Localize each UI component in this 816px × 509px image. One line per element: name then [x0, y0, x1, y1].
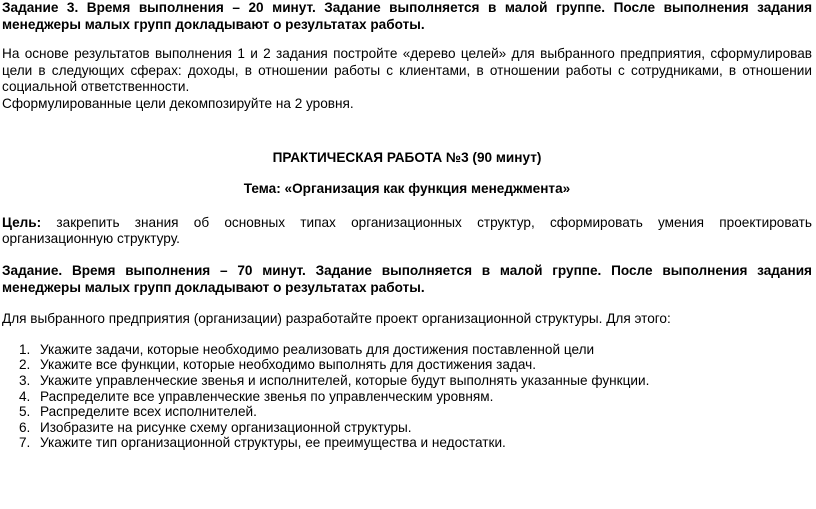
list-item-text: Распределите все управленческие звенья по управленческим уровням.: [40, 388, 494, 404]
practical-intro: Для выбранного предприятия (организации) разработайте проект организационной структуры. Для этого:: [2, 311, 671, 327]
practical-goal: [2, 215, 812, 248]
list-item-text: Распределите всех исполнителей.: [40, 404, 257, 420]
practical-theme: Тема: «Организация как функция менеджмента»: [243, 181, 571, 197]
list-item-number: 5.: [19, 404, 31, 420]
practical-title: ПРАКТИЧЕСКАЯ РАБОТА №3 (90 минут): [272, 149, 542, 165]
goal-text: закрепить знания об основных типах организационных структур, сформировать умения проектировать организационную структуру.: [2, 214, 812, 247]
document-page: [2, 0, 812, 451]
list-item: [2, 404, 812, 420]
list-item-number: 2.: [19, 357, 31, 373]
task3-decompose: Сформулированные цели декомпозируйте на 2 уровня.: [2, 95, 354, 111]
list-item-number: 4.: [19, 388, 31, 404]
list-item-number: 3.: [19, 372, 31, 388]
list-item-text: Укажите тип организационной структуры, ее преимущества и недостатки.: [40, 435, 506, 451]
list-item-number: 7.: [19, 435, 31, 451]
list-item-text: Укажите управленческие звенья и исполнителей, которые будут выполнять указанные функции.: [40, 372, 650, 388]
steps-list: [2, 342, 812, 451]
task3-heading: Задание 3. Время выполнения – 20 минут. Задание выполняется в малой группе. После выполнения задания менеджеры малых групп докладывают о результатах работы.: [2, 0, 812, 32]
list-item: [2, 435, 812, 451]
list-item: [2, 357, 812, 373]
practical-task-heading: Задание. Время выполнения – 70 минут. Задание выполняется в малой группе. После выполнения задания менеджеры малых групп докладывают о результатах работы.: [2, 262, 812, 295]
list-item: [2, 373, 812, 389]
goal-label: Цель:: [2, 214, 42, 230]
list-item-text: Укажите все функции, которые необходимо выполнять для достижения задач.: [40, 357, 537, 373]
list-item: [2, 342, 812, 358]
task3-body: На основе результатов выполнения 1 и 2 задания постройте «дерево целей» для выбранного предприятия, сформулировав цели в следующих сферах: доходы, в отношении работы с клиентами, в отношении работы с сотрудниками, в отношении социальной ответственности.: [2, 46, 812, 95]
list-item-number: 6.: [19, 419, 31, 435]
list-item-text: Изобразите на рисунке схему организационной структуры.: [40, 419, 412, 435]
list-item: [2, 389, 812, 405]
list-item-text: Укажите задачи, которые необходимо реализовать для достижения поставленной цели: [40, 341, 595, 357]
list-item-number: 1.: [19, 341, 31, 357]
list-item: [2, 420, 812, 436]
